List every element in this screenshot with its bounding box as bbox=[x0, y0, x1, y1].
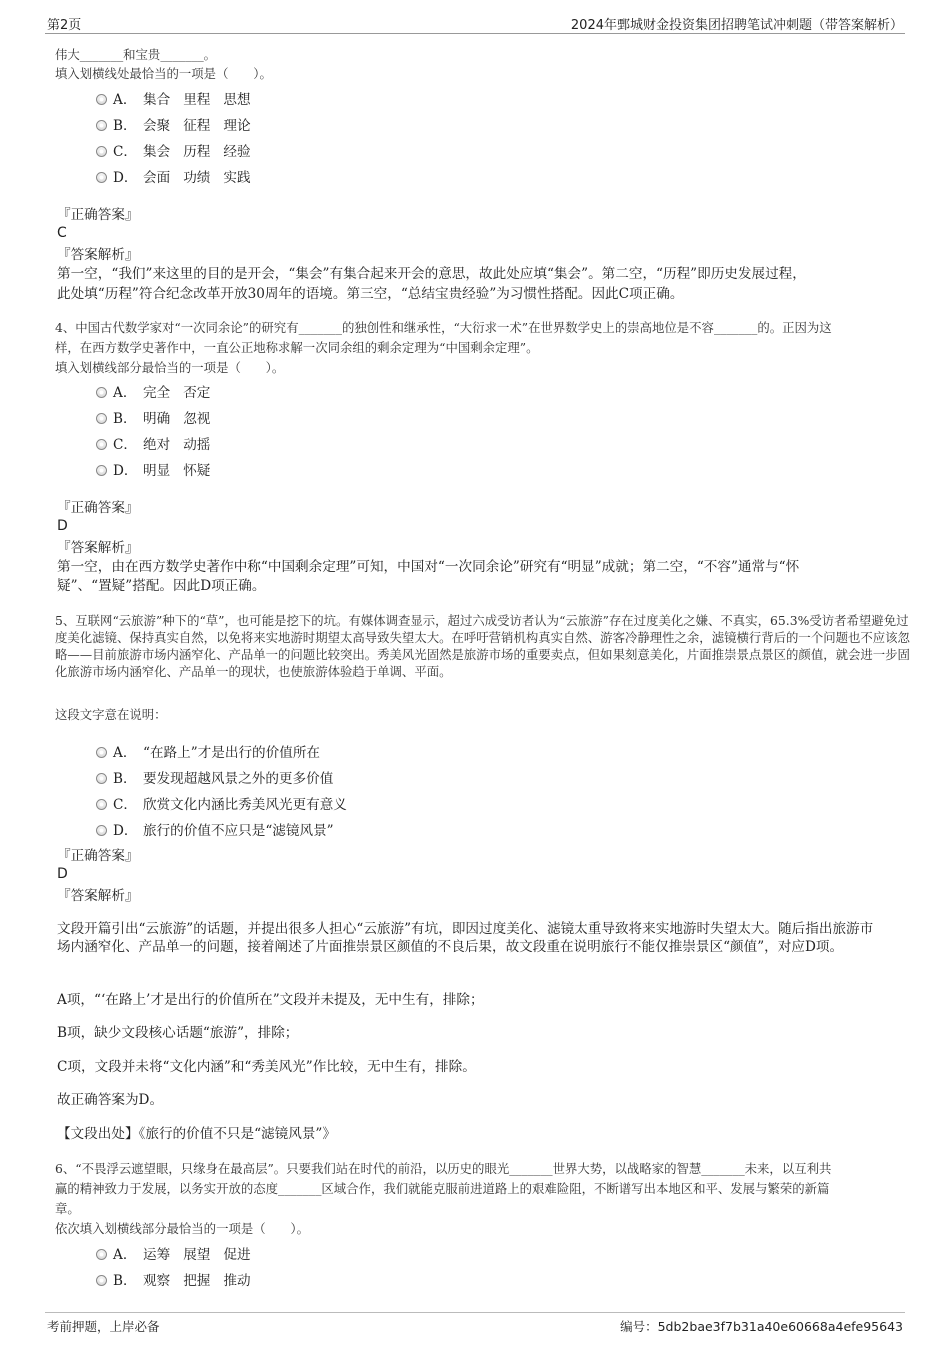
q4-option-a[interactable]: A． 完全 否定 bbox=[96, 381, 223, 399]
q5-option-c[interactable]: C． 欣赏文化内涵比秀美风光更有意义 bbox=[96, 793, 347, 811]
q3-option-c[interactable]: C． 集会 历程 经验 bbox=[96, 140, 264, 158]
q6-prompt: 依次填入划横线部分最恰当的一项是（ ）。 bbox=[55, 1221, 310, 1236]
document-title: 2024年鄄城财金投资集团招聘笔试冲刺题（带答案解析） bbox=[570, 18, 903, 33]
radio-icon[interactable] bbox=[96, 1249, 107, 1260]
q3-option-d[interactable]: D． 会面 功绩 实践 bbox=[96, 166, 264, 184]
q5-source: 【文段出处】《旅行的价值不只是“滤镜风景”》 bbox=[57, 1126, 336, 1142]
radio-icon[interactable] bbox=[96, 825, 107, 836]
q4-analysis-line-1: 第一空，由在西方数学史著作中称“中国剩余定理”可知，中国对“一次同余论”研究有“明显”成就；第二空，“不容”通常与“怀 bbox=[57, 559, 800, 575]
q3-analysis-label: 『答案解析』 bbox=[57, 247, 139, 263]
document-code: 编号：5db2bae3f7b31a40e60668a4efe95643 bbox=[620, 1319, 903, 1334]
radio-icon[interactable] bbox=[96, 1275, 107, 1286]
q4-option-c[interactable]: C． 绝对 动摇 bbox=[96, 433, 223, 451]
q5-prompt: 这段文字意在说明： bbox=[55, 707, 167, 722]
q4-stem-line-2: 样，在西方数学史著作中，一直公正地称求解一次同余组的剩余定理为“中国剩余定理”。 bbox=[55, 340, 539, 355]
q5-stem: 5、互联网“云旅游”种下的“草”，也可能是挖下的坑。有媒体调查显示，超过六成受访者认为“云旅游”存在过度美化之嫌、不真实，65.3%受访者希望避免过度美化滤镜、保持真实自然，以免将来实地游时期望太高导致失望太大。在呼吁营销机构真实自然、游客冷静理性之余，滤镜横行背后的一个问题也不应该忽略——目前旅游市场内涵窄化、产品单一的问题比较突出。秀美风光固然是旅游市场的重要卖点，但如果刻意美化，片面推崇景点景区的颜值，就会进一步固化旅游市场内涵窄化、产品单一的现状，也使旅游体验趋于单调、平面。 bbox=[55, 613, 910, 679]
q6-stem-line-2: 赢的精神致力于发展，以务实开放的态度_______区域合作，我们就能克服前进道路上的艰难险阻，不断谱写出本地区和平、发展与繁荣的新篇 bbox=[55, 1181, 830, 1196]
q3-answer: C bbox=[57, 225, 67, 241]
q5-analysis-c: C项，文段并未将“文化内涵”和“秀美风光”作比较，无中生有，排除。 bbox=[57, 1059, 476, 1075]
q4-analysis-label: 『答案解析』 bbox=[57, 540, 139, 556]
q5-option-d[interactable]: D． 旅行的价值不应只是“滤镜风景” bbox=[96, 819, 334, 837]
radio-icon[interactable] bbox=[96, 413, 107, 424]
page-header bbox=[45, 0, 905, 34]
q6-stem-line-1: 6、“不畏浮云遮望眼，只缘身在最高层”。只要我们站在时代的前沿，以历史的眼光_______世界大势，以战略家的智慧_______未来，以互利共 bbox=[55, 1161, 832, 1176]
q5-option-b[interactable]: B． 要发现超越风景之外的更多价值 bbox=[96, 767, 333, 785]
radio-icon[interactable] bbox=[96, 799, 107, 810]
q4-correct-label: 『正确答案』 bbox=[57, 500, 139, 516]
q5-analysis-end: 故正确答案为D。 bbox=[57, 1092, 164, 1108]
q4-stem-line-1: 4、中国古代数学家对“一次同余论”的研究有_______的独创性和继承性，“大衍求一术”在世界数学史上的崇高地位是不容_______的。正因为这 bbox=[55, 320, 832, 335]
q6-stem-line-3: 章。 bbox=[55, 1201, 80, 1216]
q4-option-d[interactable]: D． 明显 怀疑 bbox=[96, 459, 223, 477]
radio-icon[interactable] bbox=[96, 94, 107, 105]
q5-analysis-a: A项，“‘在路上’才是出行的价值所在”文段并未提及，无中生有，排除； bbox=[57, 992, 484, 1008]
radio-icon[interactable] bbox=[96, 747, 107, 758]
q4-analysis-line-2: 疑”、“置疑”搭配。因此D项正确。 bbox=[57, 578, 266, 594]
q4-option-b[interactable]: B． 明确 忽视 bbox=[96, 407, 223, 425]
q5-analysis-b: B项，缺少文段核心话题“旅游”，排除； bbox=[57, 1025, 299, 1041]
radio-icon[interactable] bbox=[96, 387, 107, 398]
radio-icon[interactable] bbox=[96, 146, 107, 157]
q5-analysis-label: 『答案解析』 bbox=[57, 888, 139, 904]
radio-icon[interactable] bbox=[96, 439, 107, 450]
q3-prompt: 填入划横线处最恰当的一项是（ ）。 bbox=[55, 66, 272, 81]
radio-icon[interactable] bbox=[96, 465, 107, 476]
q3-option-a[interactable]: A． 集合 里程 思想 bbox=[96, 88, 264, 106]
footer-slogan: 考前押题，上岸必备 bbox=[47, 1319, 160, 1334]
q3-analysis-line-1: 第一空，“我们”来这里的目的是开会，“集会”有集合起来开会的意思，故此处应填“集会”。第二空，“历程”即历史发展过程， bbox=[57, 266, 806, 282]
q4-prompt: 填入划横线部分最恰当的一项是（ ）。 bbox=[55, 360, 285, 375]
radio-icon[interactable] bbox=[96, 773, 107, 784]
radio-icon[interactable] bbox=[96, 120, 107, 131]
radio-icon[interactable] bbox=[96, 172, 107, 183]
page-footer bbox=[45, 1312, 905, 1334]
q3-analysis-line-2: 此处填“历程”符合纪念改革开放30周年的语境。第三空，“总结宝贵经验”为习惯性搭配。因此C项正确。 bbox=[57, 286, 684, 302]
q3-correct-label: 『正确答案』 bbox=[57, 207, 139, 223]
q5-correct-label: 『正确答案』 bbox=[57, 848, 139, 864]
q5-answer: D bbox=[57, 866, 68, 882]
q3-stem-tail: 伟大_______和宝贵_______。 bbox=[55, 47, 217, 62]
q6-option-b[interactable]: B． 观察 把握 推动 bbox=[96, 1269, 264, 1287]
q6-option-a[interactable]: A． 运筹 展望 促进 bbox=[96, 1243, 264, 1261]
q4-answer: D bbox=[57, 518, 68, 534]
page-number: 第2页 bbox=[47, 18, 82, 33]
q5-option-a[interactable]: A． “在路上”才是出行的价值所在 bbox=[96, 741, 320, 759]
q5-analysis-main: 文段开篇引出“云旅游”的话题，并提出很多人担心“云旅游”有坑，即因过度美化、滤镜太重导致将来实地游时失望太大。随后指出旅游市场内涵窄化、产品单一的问题，接着阐述了片面推崇景区颜值的不良后果，故文段重在说明旅行不能仅推崇景区“颜值”，对应D项。 bbox=[57, 921, 874, 955]
q3-option-b[interactable]: B． 会聚 征程 理论 bbox=[96, 114, 264, 132]
